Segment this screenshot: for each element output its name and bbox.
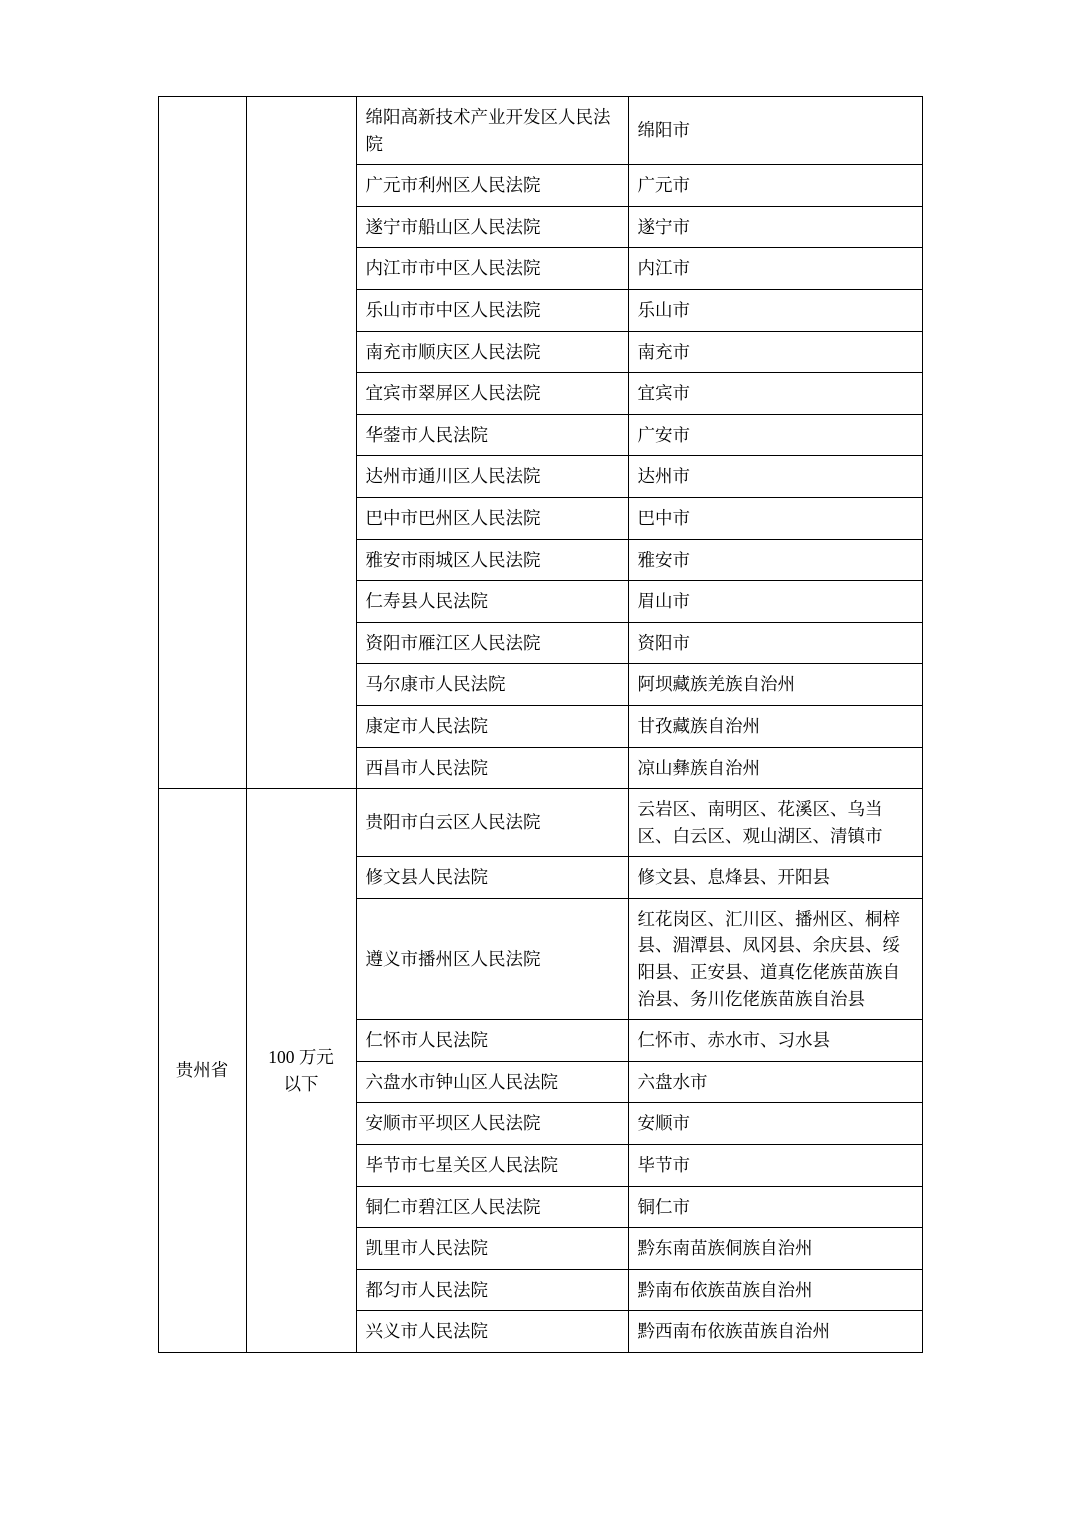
amount-line-1: 100 万元 [268, 1046, 334, 1067]
area-cell: 南充市 [628, 331, 922, 373]
court-cell: 都匀市人民法院 [356, 1269, 628, 1311]
court-cell: 遂宁市船山区人民法院 [356, 206, 628, 248]
court-cell: 达州市通川区人民法院 [356, 456, 628, 498]
court-cell: 康定市人民法院 [356, 705, 628, 747]
court-cell: 贵阳市白云区人民法院 [356, 789, 628, 857]
area-cell: 宜宾市 [628, 373, 922, 415]
province-cell-continued [158, 97, 246, 789]
table-row [158, 97, 922, 165]
area-cell: 乐山市 [628, 289, 922, 331]
area-cell: 眉山市 [628, 581, 922, 623]
court-cell: 西昌市人民法院 [356, 747, 628, 789]
court-cell: 资阳市雁江区人民法院 [356, 622, 628, 664]
area-cell: 黔西南布依族苗族自治州 [628, 1311, 922, 1353]
area-cell: 阿坝藏族羌族自治州 [628, 664, 922, 706]
court-cell: 遵义市播州区人民法院 [356, 898, 628, 1019]
amount-cell-continued [246, 97, 356, 789]
province-cell-guizhou: 贵州省 [158, 789, 246, 1353]
court-cell: 修文县人民法院 [356, 857, 628, 899]
area-cell: 遂宁市 [628, 206, 922, 248]
area-cell: 绵阳市 [628, 97, 922, 165]
jurisdiction-table [158, 96, 923, 1353]
area-cell: 修文县、息烽县、开阳县 [628, 857, 922, 899]
court-cell: 兴义市人民法院 [356, 1311, 628, 1353]
area-cell: 六盘水市 [628, 1061, 922, 1103]
area-cell: 广元市 [628, 165, 922, 207]
court-cell: 南充市顺庆区人民法院 [356, 331, 628, 373]
court-cell: 内江市市中区人民法院 [356, 248, 628, 290]
amount-line-2: 以下 [283, 1073, 319, 1094]
court-cell: 安顺市平坝区人民法院 [356, 1103, 628, 1145]
area-cell: 凉山彝族自治州 [628, 747, 922, 789]
court-cell: 华蓥市人民法院 [356, 414, 628, 456]
court-cell: 广元市利州区人民法院 [356, 165, 628, 207]
court-cell: 巴中市巴州区人民法院 [356, 497, 628, 539]
area-cell: 红花岗区、汇川区、播州区、桐梓县、湄潭县、凤冈县、余庆县、绥阳县、正安县、道真仡佬族苗族自治县、务川仡佬族苗族自治县 [628, 898, 922, 1019]
area-cell: 资阳市 [628, 622, 922, 664]
area-cell: 雅安市 [628, 539, 922, 581]
area-cell: 毕节市 [628, 1145, 922, 1187]
amount-cell-guizhou [246, 789, 356, 1353]
court-cell: 铜仁市碧江区人民法院 [356, 1186, 628, 1228]
court-cell: 毕节市七星关区人民法院 [356, 1145, 628, 1187]
court-cell: 绵阳高新技术产业开发区人民法院 [356, 97, 628, 165]
table-row [158, 789, 922, 857]
court-cell: 凯里市人民法院 [356, 1228, 628, 1270]
area-cell: 广安市 [628, 414, 922, 456]
court-cell: 雅安市雨城区人民法院 [356, 539, 628, 581]
area-cell: 内江市 [628, 248, 922, 290]
table-body [158, 97, 922, 1353]
court-cell: 仁怀市人民法院 [356, 1020, 628, 1062]
area-cell: 云岩区、南明区、花溪区、乌当区、白云区、观山湖区、清镇市 [628, 789, 922, 857]
area-cell: 铜仁市 [628, 1186, 922, 1228]
area-cell: 安顺市 [628, 1103, 922, 1145]
area-cell: 巴中市 [628, 497, 922, 539]
area-cell: 仁怀市、赤水市、习水县 [628, 1020, 922, 1062]
area-cell: 黔南布依族苗族自治州 [628, 1269, 922, 1311]
area-cell: 甘孜藏族自治州 [628, 705, 922, 747]
court-cell: 宜宾市翠屏区人民法院 [356, 373, 628, 415]
court-cell: 六盘水市钟山区人民法院 [356, 1061, 628, 1103]
court-cell: 马尔康市人民法院 [356, 664, 628, 706]
court-cell: 仁寿县人民法院 [356, 581, 628, 623]
court-cell: 乐山市市中区人民法院 [356, 289, 628, 331]
area-cell: 黔东南苗族侗族自治州 [628, 1228, 922, 1270]
area-cell: 达州市 [628, 456, 922, 498]
